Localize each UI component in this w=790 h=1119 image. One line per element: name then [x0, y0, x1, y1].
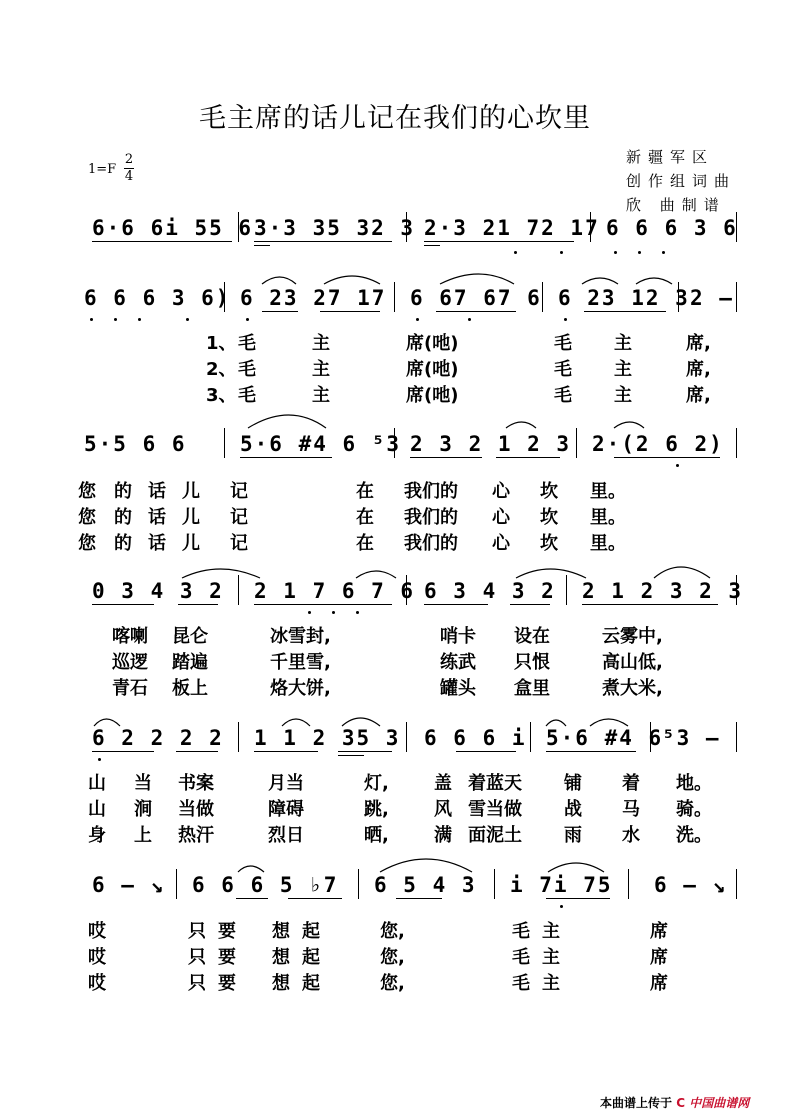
measure: ⁵3 – [662, 726, 721, 750]
lyric: 席(吔) [406, 359, 459, 380]
barline [736, 575, 737, 605]
measure: 2·3 21 72 17 [424, 216, 600, 240]
lyric: 席, [686, 385, 711, 406]
credit-line-2: 创作组词曲 [626, 172, 737, 190]
measure: 1 1 2 35 3 [254, 726, 401, 750]
measure: 6 6 6 i [424, 726, 527, 750]
barline [736, 212, 737, 242]
lyric: 席, [686, 359, 711, 380]
lyric: 毛 [554, 333, 572, 354]
measure: 6 – ↘ [654, 873, 728, 897]
measure: 2 3 2 1 2 3 [410, 432, 572, 456]
credit-line-1: 新疆军区 [626, 148, 715, 166]
lyric: 毛 [238, 333, 256, 354]
measure: 2·(2 6 2) [592, 432, 724, 456]
lyric: 毛 [238, 359, 256, 380]
upload-text: 本曲谱上传于 [600, 1096, 673, 1110]
measure: 6 5 4 3 [374, 873, 477, 897]
lyric: 主 [312, 385, 330, 406]
barline [590, 212, 591, 242]
measure: 5·6 #4 6 ⁵3 [240, 432, 402, 456]
verse-number: 1、 [206, 333, 237, 354]
slur-marks [220, 848, 640, 876]
measure: 6·6 6i 55 6 [92, 216, 254, 240]
measure: 2 1 7 6 7 6 [254, 579, 416, 603]
measure: 0 3 4 3 2 [92, 579, 224, 603]
barline [406, 212, 407, 242]
barline [736, 869, 737, 899]
measure: 6 2 2 2 2 [92, 726, 224, 750]
slur-marks [90, 704, 650, 730]
measure: 6 6 6 3 6 [606, 216, 738, 240]
measure: 6 23 12 3 [558, 286, 690, 310]
barline [736, 722, 737, 752]
time-signature [124, 152, 134, 185]
lyric: 席(吔) [406, 385, 459, 406]
verse-number: 3、 [206, 385, 237, 406]
measure: 2 – [690, 286, 734, 310]
measure: 2 1 2 3 2 3 [582, 579, 744, 603]
barline [650, 722, 651, 752]
logo-icon: C [676, 1096, 686, 1110]
measure: 3·3 35 32 3 [254, 216, 416, 240]
measure: 6 – ↘ [92, 873, 166, 897]
page-title: 毛主席的话儿记在我们的心坎里 [199, 103, 591, 134]
lyric: 毛 [554, 385, 572, 406]
key-signature: 1=F [88, 162, 117, 177]
lyric: 席(吔) [406, 333, 459, 354]
upload-footer [600, 1094, 749, 1111]
slur-marks [170, 556, 730, 582]
lyric: 主 [312, 333, 330, 354]
measure: 6 67 67 6 [410, 286, 542, 310]
slur-marks [240, 266, 740, 290]
site-logo[interactable]: 中国曲谱网 [689, 1096, 750, 1110]
barline [176, 869, 177, 899]
barline [238, 212, 239, 242]
credit-line-3: 欣 曲制谱 [626, 196, 726, 214]
verse-number: 2、 [206, 359, 237, 380]
barline [224, 282, 225, 312]
measure: 6 23 27 17 [240, 286, 387, 310]
lyric: 主 [312, 359, 330, 380]
time-top: 2 [124, 152, 134, 167]
measure: i 7i 75 [510, 873, 613, 897]
measure: 6 3 4 3 2 [424, 579, 556, 603]
measure: 6 6 6 3 6) [84, 286, 231, 310]
barline [224, 428, 225, 458]
measure: 5·5 6 6 [84, 432, 187, 456]
measure: 5·6 #4 6 [546, 726, 664, 750]
lyric: 主 [614, 385, 632, 406]
time-bottom: 4 [124, 169, 134, 184]
lyric: 主 [614, 333, 632, 354]
lyric: 主 [614, 359, 632, 380]
measure: 6 6 6 5 ♭7 [192, 873, 339, 897]
lyric: 毛 [238, 385, 256, 406]
lyric: 毛 [554, 359, 572, 380]
slur-marks [240, 408, 740, 434]
lyric: 席, [686, 333, 711, 354]
